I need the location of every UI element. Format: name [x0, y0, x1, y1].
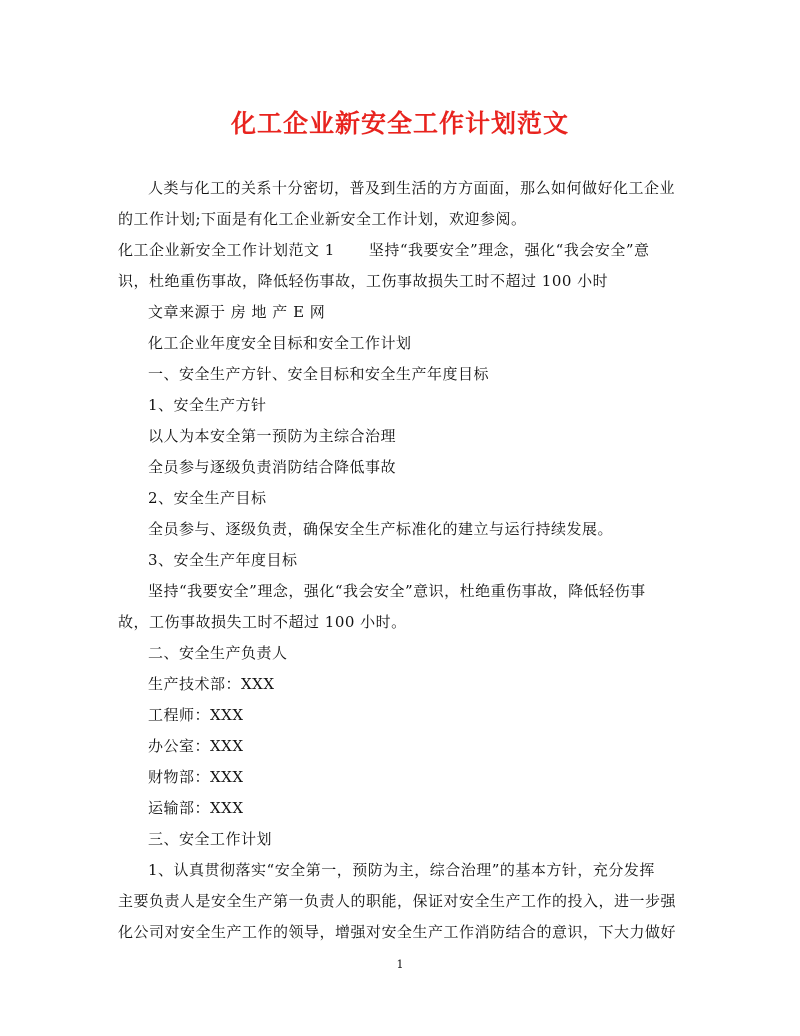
person-transport: 运输部：XXX	[148, 799, 244, 817]
source-line: 文章来源于 房 地 产 E 网	[148, 303, 326, 321]
subsection-1-2: 2、安全生产目标	[148, 489, 267, 507]
subsection-1-3-line-1: 坚持“我要安全”理念，强化“我会安全”意识，杜绝重伤事故，降低轻伤事	[148, 582, 646, 600]
intro-line-1: 人类与化工的关系十分密切，普及到生活的方方面面，那么如何做好化工企业	[148, 179, 676, 197]
document-title: 化工企业新安全工作计划范文	[230, 109, 569, 138]
person-finance: 财物部：XXX	[148, 768, 244, 786]
document-body	[118, 173, 696, 948]
page-number: 1	[396, 958, 404, 971]
intro-line-2: 的工作计划;下面是有化工企业新安全工作计划，欢迎参阅。	[118, 210, 527, 228]
plan-title: 化工企业年度安全目标和安全工作计划	[148, 334, 412, 352]
person-production: 生产技术部：XXX	[148, 675, 275, 693]
sample-heading: 化工企业新安全工作计划范文 1	[118, 241, 335, 259]
sample-line-1	[118, 235, 696, 266]
section-1-heading: 一、安全生产方针、安全目标和安全生产年度目标	[148, 365, 490, 383]
subsection-1-1-a: 以人为本安全第一预防为主综合治理	[148, 427, 397, 445]
subsection-1-3: 3、安全生产年度目标	[148, 551, 298, 569]
section-3-heading: 三、安全工作计划	[148, 830, 273, 848]
sample-line-2: 识，杜绝重伤事故，降低轻伤事故，工伤事故损失工时不超过 100 小时	[118, 272, 609, 290]
subsection-3-1-line-3: 化公司对安全生产工作的领导，增强对安全生产工作消防结合的意识，下大力做好	[118, 923, 677, 941]
subsection-1-1: 1、安全生产方针	[148, 396, 267, 414]
subsection-1-1-b: 全员参与逐级负责消防结合降低事故	[148, 458, 397, 476]
section-2-heading: 二、安全生产负责人	[148, 644, 288, 662]
person-office: 办公室：XXX	[148, 737, 244, 755]
person-engineer: 工程师：XXX	[148, 706, 244, 724]
subsection-1-3-line-2: 故，工伤事故损失工时不超过 100 小时。	[118, 613, 407, 631]
sample-first: 坚持“我要安全”理念，强化“我会安全”意	[368, 241, 650, 259]
subsection-3-1-line-2: 主要负责人是安全生产第一负责人的职能，保证对安全生产工作的投入，进一步强	[118, 892, 677, 910]
subsection-1-2-a: 全员参与、逐级负责，确保安全生产标准化的建立与运行持续发展。	[148, 520, 614, 538]
subsection-3-1-line-1: 1、认真贯彻落实“安全第一，预防为主，综合治理”的基本方针，充分发挥	[148, 861, 655, 879]
